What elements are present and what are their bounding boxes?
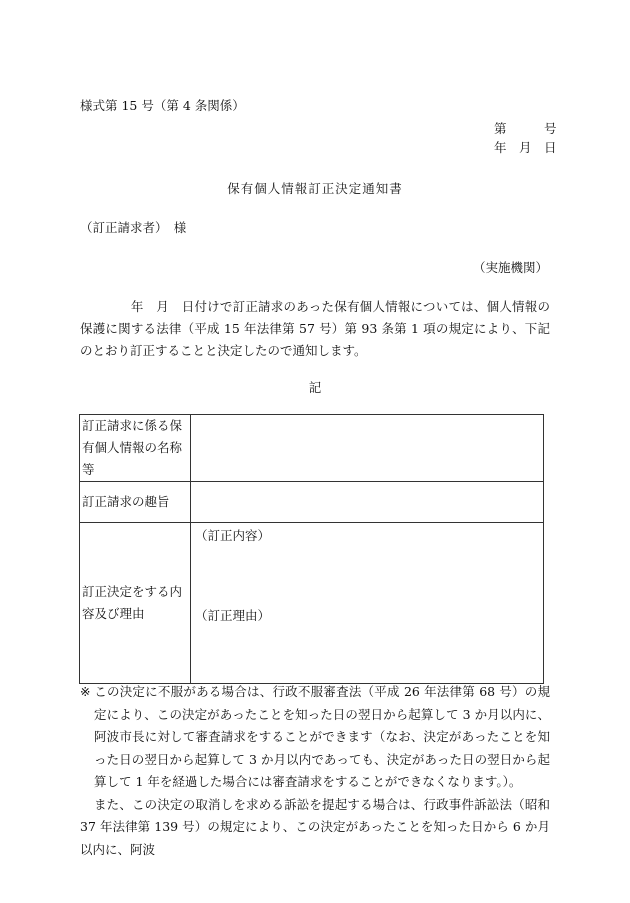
page-title: 保有個人情報訂正決定通知書 xyxy=(227,181,403,196)
note-lawsuit: また、この決定の取消しを求める訴訟を提起する場合は、行政事件訴訟法（昭和 37 年法律第 139 号）の規定により、この決定があったことを知った日から 6 か月以内に、阿波 xyxy=(80,796,550,857)
row-value-info-name xyxy=(191,415,544,482)
correction-reason-label: （訂正理由） xyxy=(195,608,271,623)
issuing-agency: （実施機関） xyxy=(472,260,548,275)
document-number: 第 号 xyxy=(494,121,557,136)
correction-content-label: （訂正内容） xyxy=(195,528,271,543)
notes-section xyxy=(80,681,550,861)
table-row xyxy=(80,482,544,523)
table-row xyxy=(80,523,544,684)
document-date: 年 月 日 xyxy=(494,140,557,155)
row-value-decision xyxy=(191,523,544,684)
body-paragraph: 年 月 日付けで訂正請求のあった保有個人情報については、個人情報の保護に関する法律（平成 15 年法律第 57 号）第 93 条第 1 項の規定により、下記のとおり訂正することと決定したので通知します。 xyxy=(80,299,550,358)
recipient-line: （訂正請求者） 様 xyxy=(80,220,187,235)
table-row xyxy=(80,415,544,482)
ki-heading: 記 xyxy=(308,380,322,395)
row-value-request-purpose xyxy=(191,482,544,523)
note-appeal xyxy=(80,681,550,794)
form-number: 様式第 15 号（第 4 条関係） xyxy=(80,98,245,113)
detail-table xyxy=(79,414,544,684)
row-label-info-name: 訂正請求に係る保有個人情報の名称等 xyxy=(80,415,191,482)
row-label-decision: 訂正決定をする内容及び理由 xyxy=(80,523,191,684)
note-appeal-text: この決定に不服がある場合は、行政不服審査法（平成 26 年法律第 68 号）の規定により、この決定があったことを知った日の翌日から起算して 3 か月以内に、阿波市長に対して審査請求をすることができます（なお、決定があったことを知った日の翌日から起算して 3 か月以内であっても、決定があった日の翌日から起算して 1 年を経過した場合には審査請求をすることができなくなります。）。 xyxy=(94,684,550,789)
note-mark: ※ xyxy=(80,684,91,699)
row-label-request-purpose: 訂正請求の趣旨 xyxy=(80,482,191,523)
